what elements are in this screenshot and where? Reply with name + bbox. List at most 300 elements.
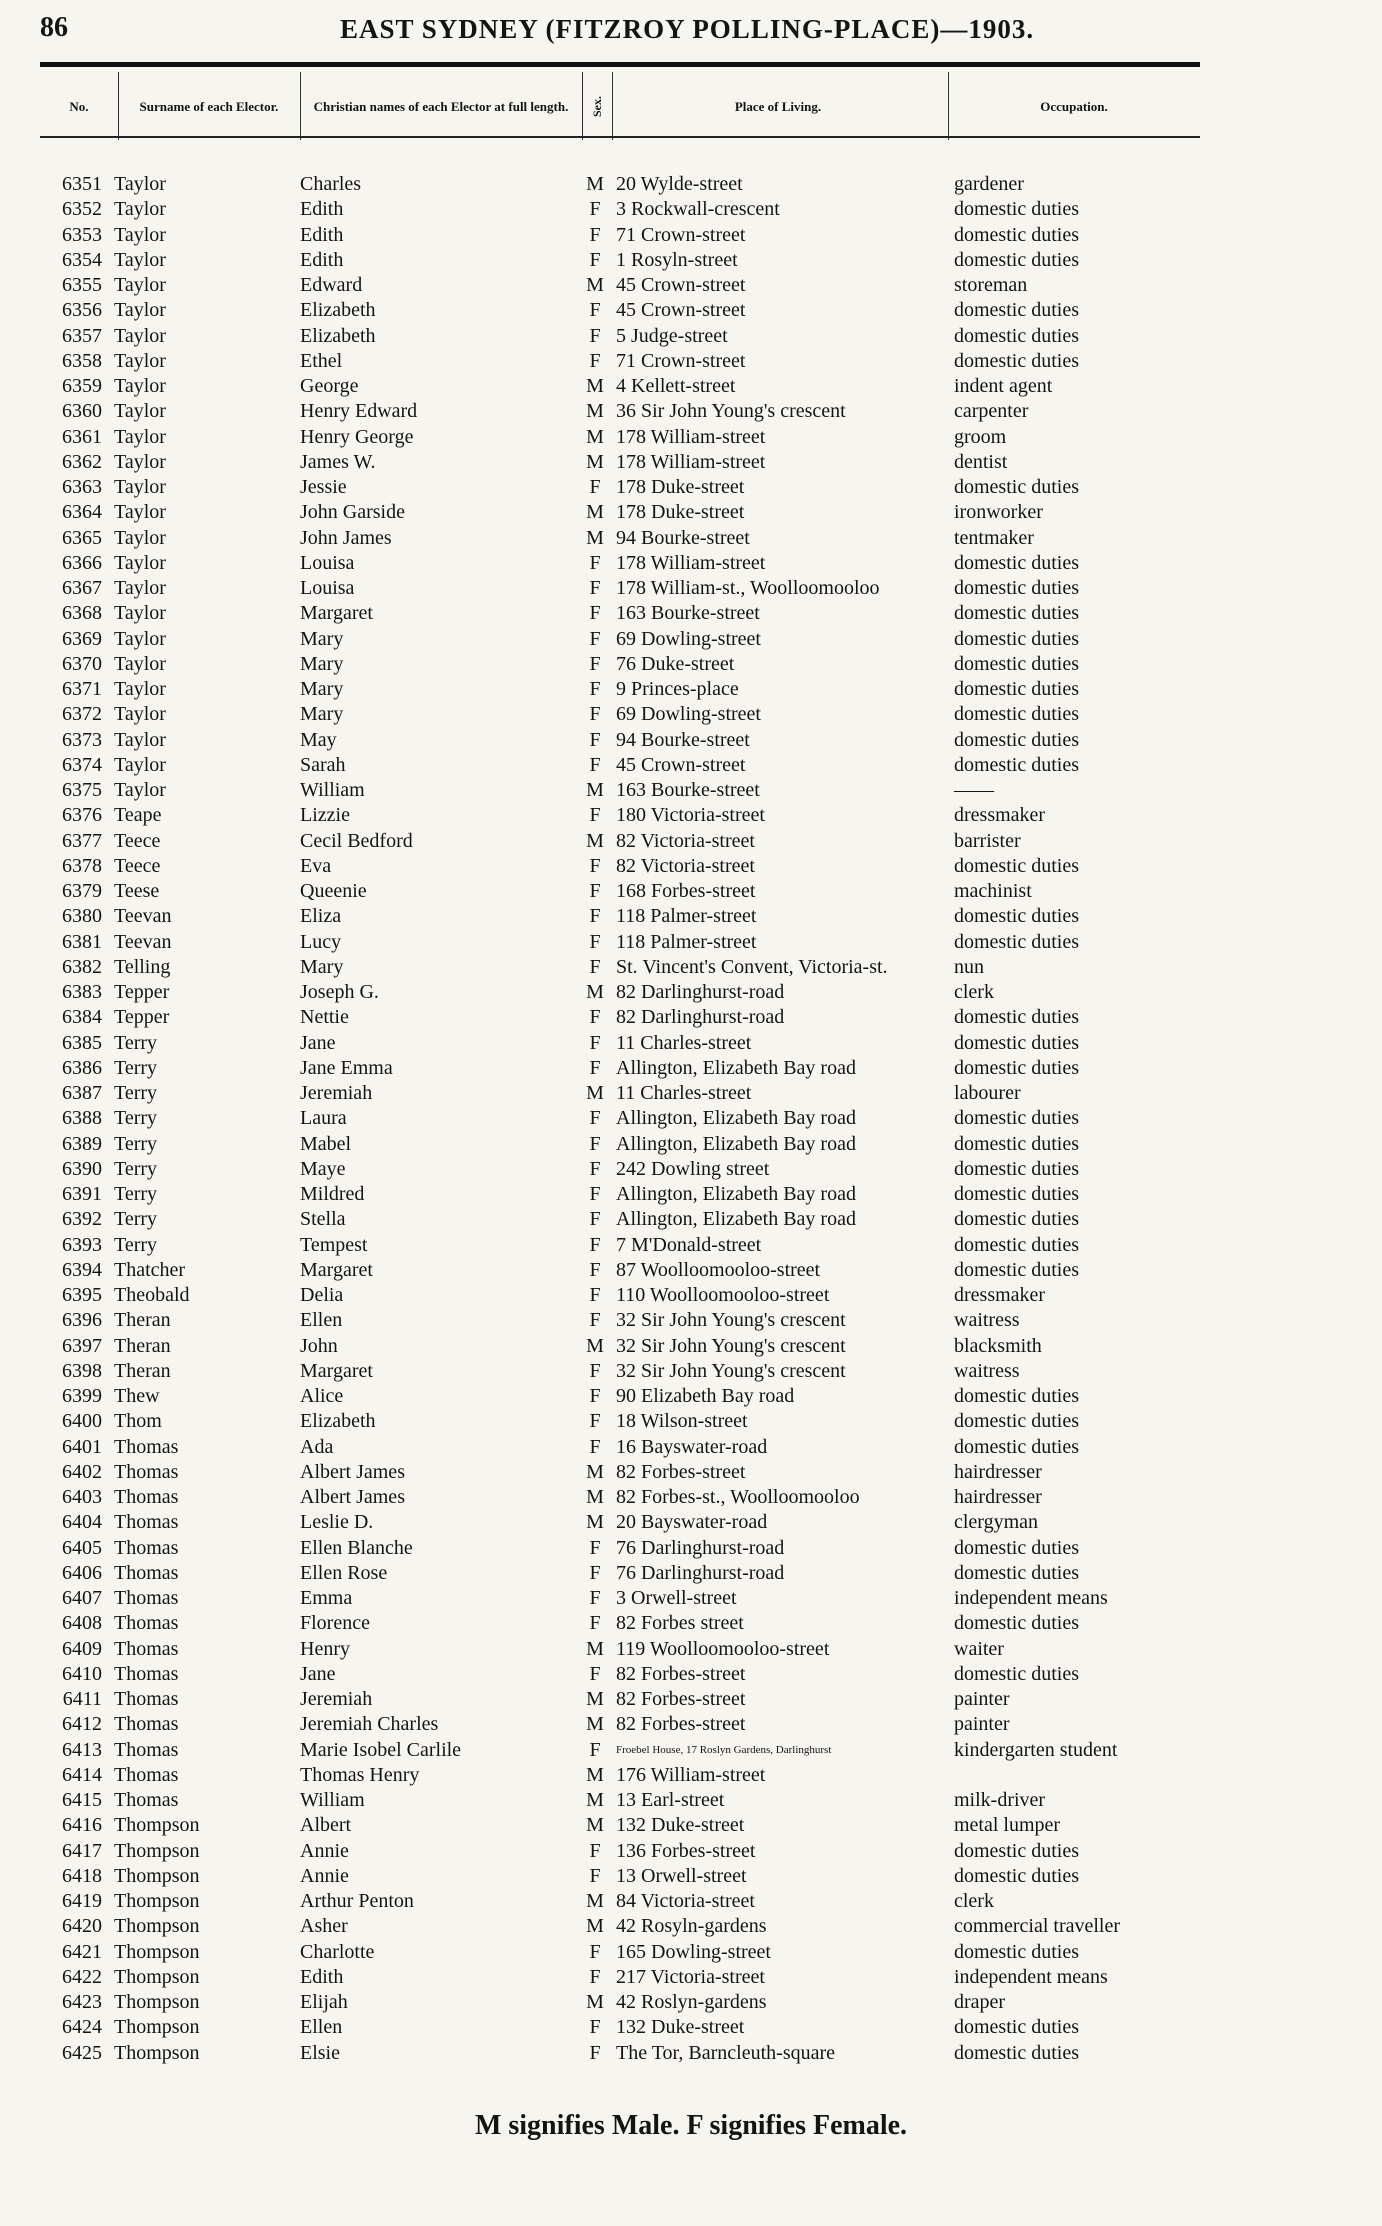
elector-number: 6376 (62, 804, 102, 827)
elector-number: 6371 (62, 678, 102, 700)
elector-surname: Taylor (114, 627, 166, 650)
elector-sex: M (586, 1082, 604, 1104)
elector-place-of-living: Froebel House, 17 Roslyn Gardens, Darlinghurst (616, 1743, 832, 1756)
elector-number: 6412 (62, 1713, 102, 1736)
elector-place-of-living: 132 Duke-street (616, 2016, 745, 2039)
elector-row (0, 1813, 1382, 1838)
elector-number: 6399 (62, 1385, 102, 1407)
elector-row (0, 1687, 1382, 1712)
elector-place-of-living: 178 Duke-street (616, 476, 745, 498)
elector-sex: F (589, 223, 601, 246)
elector-occupation: domestic duties (954, 1839, 1079, 1862)
elector-place-of-living: 110 Woolloomooloo-street (616, 1284, 830, 1306)
elector-surname: Thomas (114, 1561, 179, 1584)
elector-surname: Thompson (114, 1965, 200, 1988)
elector-row (0, 450, 1382, 475)
elector-occupation: domestic duties (954, 703, 1079, 726)
elector-place-of-living: 9 Princes-place (616, 678, 739, 700)
elector-sex: F (589, 1738, 601, 1761)
elector-christian-names: Charles (300, 173, 362, 195)
elector-number: 6375 (62, 779, 102, 801)
elector-christian-names: Edith (300, 223, 344, 246)
elector-surname: Theran (114, 1309, 171, 1332)
elector-surname: Taylor (114, 198, 166, 221)
elector-surname: Theran (114, 1359, 171, 1382)
elector-number: 6370 (62, 652, 102, 675)
elector-row (0, 1940, 1382, 1965)
elector-occupation: hairdresser (954, 1486, 1042, 1508)
elector-sex: F (589, 476, 601, 498)
elector-christian-names: Nettie (300, 1006, 349, 1029)
elector-surname: Thompson (114, 1940, 200, 1963)
elector-row (0, 803, 1382, 828)
elector-row (0, 1510, 1382, 1535)
elector-place-of-living: 87 Woolloomooloo-street (616, 1258, 821, 1281)
elector-surname: Thomas (114, 1789, 179, 1811)
elector-sex: F (589, 955, 601, 978)
elector-number: 6361 (62, 425, 102, 448)
elector-row (0, 425, 1382, 450)
elector-row (0, 1031, 1382, 1056)
elector-row (0, 197, 1382, 222)
elector-surname: Thompson (114, 1864, 200, 1887)
elector-row (0, 1359, 1382, 1384)
elector-sex: M (586, 1814, 604, 1837)
elector-sex: M (586, 173, 604, 195)
elector-occupation: domestic duties (954, 1435, 1079, 1458)
elector-christian-names: Albert (300, 1814, 352, 1837)
elector-place-of-living: 217 Victoria-street (616, 1965, 765, 1988)
elector-christian-names: James W. (300, 450, 376, 473)
elector-place-of-living: 82 Victoria-street (616, 854, 755, 877)
elector-occupation: domestic duties (954, 627, 1079, 650)
elector-number: 6404 (62, 1511, 102, 1534)
elector-occupation: clerk (954, 981, 994, 1003)
elector-place-of-living: 118 Palmer-street (616, 930, 757, 953)
elector-number: 6415 (62, 1789, 102, 1811)
elector-sex: F (589, 2041, 601, 2064)
elector-surname: Terry (114, 1082, 158, 1104)
elector-christian-names: Jeremiah (300, 1082, 373, 1104)
elector-occupation: domestic duties (954, 1940, 1079, 1963)
elector-surname: Tepper (114, 1006, 170, 1029)
elector-occupation: domestic duties (954, 349, 1079, 372)
elector-number: 6367 (62, 577, 102, 599)
elector-place-of-living: 11 Charles-street (616, 1031, 752, 1054)
elector-sex: F (589, 1385, 601, 1407)
elector-row (0, 475, 1382, 500)
elector-row (0, 1081, 1382, 1106)
elector-row (0, 1005, 1382, 1030)
elector-christian-names: Emma (300, 1587, 353, 1609)
elector-row (0, 248, 1382, 273)
elector-surname: Taylor (114, 223, 166, 246)
elector-sex: F (589, 1157, 601, 1180)
elector-occupation: domestic duties (954, 678, 1079, 700)
elector-row (0, 273, 1382, 298)
elector-occupation: domestic duties (954, 198, 1079, 221)
elector-place-of-living: 20 Wylde-street (616, 173, 743, 195)
elector-occupation: domestic duties (954, 577, 1079, 599)
elector-occupation: dressmaker (954, 1284, 1046, 1306)
elector-sex: M (586, 501, 604, 524)
column-header-rule (40, 136, 1200, 138)
elector-row (0, 172, 1382, 197)
elector-number: 6424 (62, 2016, 102, 2039)
elector-number: 6397 (62, 1334, 102, 1357)
elector-number: 6366 (62, 551, 102, 574)
elector-occupation: domestic duties (954, 248, 1079, 271)
elector-surname: Terry (114, 1157, 158, 1180)
elector-place-of-living: 42 Roslyn-gardens (616, 1991, 767, 2013)
elector-row (0, 1334, 1382, 1359)
elector-surname: Taylor (114, 501, 166, 524)
elector-occupation: domestic duties (954, 854, 1079, 877)
elector-occupation: domestic duties (954, 1385, 1079, 1407)
elector-christian-names: John Garside (300, 501, 405, 524)
elector-sex: M (586, 1334, 604, 1357)
elector-occupation: indent agent (954, 375, 1053, 397)
elector-christian-names: Mary (300, 678, 344, 700)
elector-sex: F (589, 804, 601, 827)
elector-row (0, 2041, 1382, 2066)
elector-surname: Taylor (114, 324, 166, 347)
elector-surname: Taylor (114, 274, 166, 296)
elector-number: 6417 (62, 1839, 102, 1862)
elector-christian-names: Annie (300, 1864, 349, 1887)
elector-place-of-living: 18 Wilson-street (616, 1410, 748, 1433)
elector-surname: Taylor (114, 551, 166, 574)
elector-row (0, 1536, 1382, 1561)
elector-place-of-living: The Tor, Barncleuth-square (616, 2041, 836, 2064)
elector-surname: Tepper (114, 981, 170, 1003)
elector-number: 6385 (62, 1031, 102, 1054)
elector-surname: Thomas (114, 1612, 179, 1635)
elector-place-of-living: 76 Duke-street (616, 652, 735, 675)
elector-surname: Taylor (114, 753, 166, 776)
elector-number: 6395 (62, 1284, 102, 1306)
elector-list (0, 172, 1382, 2066)
elector-occupation: domestic duties (954, 1258, 1079, 1281)
elector-surname: Thatcher (114, 1258, 186, 1281)
column-divider (582, 72, 583, 140)
elector-christian-names: Queenie (300, 880, 367, 902)
elector-place-of-living: 76 Darlinghurst-road (616, 1561, 785, 1584)
elector-surname: Thomas (114, 1536, 179, 1559)
elector-christian-names: Mabel (300, 1132, 352, 1155)
elector-row (0, 904, 1382, 929)
elector-surname: Thompson (114, 2041, 200, 2064)
elector-sex: M (586, 274, 604, 296)
elector-occupation: domestic duties (954, 476, 1079, 498)
elector-place-of-living: 69 Dowling-street (616, 627, 761, 650)
elector-christian-names: Eva (300, 854, 332, 877)
elector-place-of-living: Allington, Elizabeth Bay road (616, 1107, 856, 1130)
elector-sex: M (586, 1890, 604, 1912)
elector-number: 6373 (62, 728, 102, 751)
elector-number: 6425 (62, 2041, 102, 2064)
elector-christian-names: Elsie (300, 2041, 340, 2064)
elector-place-of-living: Allington, Elizabeth Bay road (616, 1183, 856, 1205)
elector-sex: F (589, 678, 601, 700)
column-divider (118, 72, 119, 140)
elector-sex: F (589, 1031, 601, 1054)
elector-row (0, 1409, 1382, 1434)
elector-christian-names: Edith (300, 1965, 344, 1988)
elector-place-of-living: 32 Sir John Young's crescent (616, 1359, 846, 1382)
elector-sex: F (589, 1435, 601, 1458)
elector-place-of-living: 178 Duke-street (616, 501, 745, 524)
elector-occupation: machinist (954, 880, 1032, 902)
elector-number: 6380 (62, 905, 102, 928)
elector-christian-names: Joseph G. (300, 981, 379, 1003)
elector-christian-names: Thomas Henry (300, 1763, 420, 1786)
elector-number: 6400 (62, 1410, 102, 1433)
elector-row (0, 955, 1382, 980)
elector-row (0, 627, 1382, 652)
elector-sex: F (589, 1662, 601, 1685)
elector-row (0, 1460, 1382, 1485)
elector-occupation: milk-driver (954, 1789, 1046, 1811)
elector-place-of-living: 82 Forbes street (616, 1612, 744, 1635)
elector-place-of-living: 69 Dowling-street (616, 703, 761, 726)
page-title: EAST SYDNEY (FITZROY POLLING-PLACE)—1903. (340, 14, 1035, 44)
elector-christian-names: Jeremiah Charles (300, 1713, 439, 1736)
elector-row (0, 2015, 1382, 2040)
elector-row (0, 374, 1382, 399)
elector-christian-names: Mildred (300, 1183, 365, 1205)
elector-number: 6408 (62, 1612, 102, 1635)
column-header-no: No. (69, 98, 89, 114)
elector-sex: M (586, 400, 604, 423)
elector-surname: Taylor (114, 450, 166, 473)
elector-sex: F (589, 349, 601, 372)
elector-sex: F (589, 299, 601, 322)
elector-christian-names: Henry George (300, 425, 414, 448)
elector-place-of-living: 20 Bayswater-road (616, 1511, 768, 1534)
elector-sex: M (586, 1637, 604, 1660)
elector-place-of-living: 178 William-street (616, 551, 766, 574)
elector-row (0, 1157, 1382, 1182)
elector-place-of-living: 163 Bourke-street (616, 779, 760, 801)
elector-row (0, 1965, 1382, 1990)
elector-sex: F (589, 652, 601, 675)
elector-number: 6413 (62, 1738, 102, 1761)
elector-surname: Teape (114, 804, 162, 827)
elector-surname: Taylor (114, 299, 166, 322)
elector-place-of-living: 82 Forbes-street (616, 1460, 746, 1483)
elector-row (0, 1662, 1382, 1687)
elector-sex: F (589, 1561, 601, 1584)
elector-surname: Teevan (114, 905, 172, 928)
elector-occupation: domestic duties (954, 299, 1079, 322)
elector-occupation: clergyman (954, 1511, 1039, 1534)
elector-occupation: waiter (954, 1637, 1004, 1660)
elector-place-of-living: 84 Victoria-street (616, 1890, 755, 1912)
elector-row (0, 298, 1382, 323)
elector-christian-names: Elizabeth (300, 324, 376, 347)
elector-sex: F (589, 880, 601, 902)
elector-christian-names: Ellen Rose (300, 1561, 388, 1584)
elector-number: 6423 (62, 1991, 102, 2013)
elector-occupation: domestic duties (954, 1183, 1079, 1205)
elector-sex: M (586, 1789, 604, 1811)
elector-occupation: domestic duties (954, 2016, 1079, 2039)
elector-sex: M (586, 1991, 604, 2013)
elector-christian-names: Stella (300, 1208, 346, 1231)
elector-christian-names: May (300, 728, 337, 751)
elector-place-of-living: 11 Charles-street (616, 1082, 752, 1104)
elector-occupation: hairdresser (954, 1460, 1042, 1483)
elector-number: 6386 (62, 1056, 102, 1079)
elector-row (0, 1738, 1382, 1763)
elector-surname: Taylor (114, 476, 166, 498)
elector-surname: Teevan (114, 930, 172, 953)
elector-row (0, 349, 1382, 374)
elector-christian-names: Henry (300, 1637, 350, 1660)
elector-surname: Thomas (114, 1460, 179, 1483)
elector-occupation: domestic duties (954, 551, 1079, 574)
elector-surname: Thomas (114, 1738, 179, 1761)
elector-christian-names: Henry Edward (300, 400, 418, 423)
elector-occupation: domestic duties (954, 930, 1079, 953)
elector-christian-names: Lucy (300, 930, 342, 953)
elector-place-of-living: 45 Crown-street (616, 299, 746, 322)
elector-occupation: domestic duties (954, 1056, 1079, 1079)
elector-occupation: independent means (954, 1965, 1108, 1988)
elector-sex: F (589, 1839, 601, 1862)
elector-sex: M (586, 981, 604, 1003)
elector-place-of-living: 163 Bourke-street (616, 602, 760, 625)
elector-sex: M (586, 1486, 604, 1508)
elector-christian-names: Margaret (300, 1359, 373, 1382)
elector-sex: F (589, 905, 601, 928)
elector-occupation: domestic duties (954, 905, 1079, 928)
elector-place-of-living: 3 Orwell-street (616, 1587, 737, 1609)
elector-number: 6369 (62, 627, 102, 650)
elector-sex: F (589, 1233, 601, 1256)
elector-number: 6421 (62, 1940, 102, 1963)
elector-number: 6359 (62, 375, 102, 397)
elector-row (0, 677, 1382, 702)
elector-number: 6414 (62, 1763, 102, 1786)
elector-surname: Terry (114, 1056, 158, 1079)
elector-surname: Thomas (114, 1587, 179, 1609)
elector-number: 6360 (62, 400, 102, 423)
elector-sex: F (589, 1410, 601, 1433)
elector-sex: M (586, 1763, 604, 1786)
elector-surname: Thom (114, 1410, 162, 1433)
elector-number: 6389 (62, 1132, 102, 1155)
elector-number: 6377 (62, 829, 102, 852)
elector-row (0, 728, 1382, 753)
elector-number: 6392 (62, 1208, 102, 1231)
elector-place-of-living: 168 Forbes-street (616, 880, 756, 902)
elector-surname: Taylor (114, 728, 166, 751)
elector-surname: Taylor (114, 248, 166, 271)
elector-sex: F (589, 1107, 601, 1130)
elector-number: 6383 (62, 981, 102, 1003)
elector-place-of-living: 119 Woolloomooloo-street (616, 1637, 830, 1660)
elector-row (0, 1207, 1382, 1232)
page-number: 86 (40, 12, 68, 43)
elector-number: 6368 (62, 602, 102, 625)
elector-sex: F (589, 627, 601, 650)
elector-sex: M (586, 1915, 604, 1938)
elector-row (0, 1106, 1382, 1131)
elector-number: 6405 (62, 1536, 102, 1559)
elector-place-of-living: 165 Dowling-street (616, 1940, 771, 1963)
elector-christian-names: Laura (300, 1107, 347, 1130)
elector-number: 6422 (62, 1965, 102, 1988)
elector-christian-names: Elizabeth (300, 299, 376, 322)
elector-sex: M (586, 526, 604, 549)
elector-occupation: barrister (954, 829, 1021, 852)
elector-occupation: dressmaker (954, 804, 1046, 827)
elector-row (0, 753, 1382, 778)
elector-christian-names: Jane (300, 1662, 336, 1685)
column-divider (612, 72, 613, 140)
elector-sex: M (586, 375, 604, 397)
elector-occupation: blacksmith (954, 1334, 1042, 1357)
elector-occupation: domestic duties (954, 1006, 1079, 1029)
elector-surname: Thompson (114, 1839, 200, 1862)
elector-row (0, 652, 1382, 677)
elector-sex: F (589, 753, 601, 776)
elector-place-of-living: St. Vincent's Convent, Victoria-st. (616, 955, 888, 978)
elector-place-of-living: 7 M'Donald-street (616, 1233, 762, 1256)
elector-christian-names: Ellen (300, 1309, 343, 1332)
elector-surname: Terry (114, 1233, 158, 1256)
elector-occupation: tentmaker (954, 526, 1034, 549)
elector-number: 6418 (62, 1864, 102, 1887)
elector-christian-names: Louisa (300, 577, 355, 599)
elector-number: 6362 (62, 450, 102, 473)
elector-christian-names: Ellen (300, 2016, 343, 2039)
elector-christian-names: Albert James (300, 1460, 405, 1483)
elector-number: 6398 (62, 1359, 102, 1382)
elector-occupation: domestic duties (954, 1410, 1079, 1433)
elector-christian-names: John James (300, 526, 392, 549)
elector-number: 6388 (62, 1107, 102, 1130)
elector-occupation: domestic duties (954, 1561, 1079, 1584)
elector-number: 6410 (62, 1662, 102, 1685)
elector-occupation: groom (954, 425, 1007, 448)
elector-sex: F (589, 1258, 601, 1281)
elector-christian-names: Jessie (300, 476, 347, 498)
elector-christian-names: Mary (300, 955, 344, 978)
header-rule (40, 62, 1200, 67)
elector-number: 6394 (62, 1258, 102, 1281)
sex-header-label: Sex. (589, 95, 604, 117)
elector-place-of-living: 136 Forbes-street (616, 1839, 756, 1862)
elector-place-of-living: 180 Victoria-street (616, 804, 765, 827)
elector-sex: M (586, 1460, 604, 1483)
elector-row (0, 854, 1382, 879)
elector-christian-names: Ethel (300, 349, 343, 372)
elector-number: 6353 (62, 223, 102, 246)
elector-number: 6354 (62, 248, 102, 271)
elector-row (0, 1839, 1382, 1864)
elector-place-of-living: 178 William-st., Woolloomooloo (616, 577, 880, 599)
elector-sex: F (589, 1940, 601, 1963)
elector-surname: Terry (114, 1107, 158, 1130)
elector-sex: F (589, 703, 601, 726)
page-header (40, 12, 1280, 52)
elector-christian-names: Annie (300, 1839, 349, 1862)
elector-number: 6384 (62, 1006, 102, 1029)
elector-surname: Taylor (114, 526, 166, 549)
